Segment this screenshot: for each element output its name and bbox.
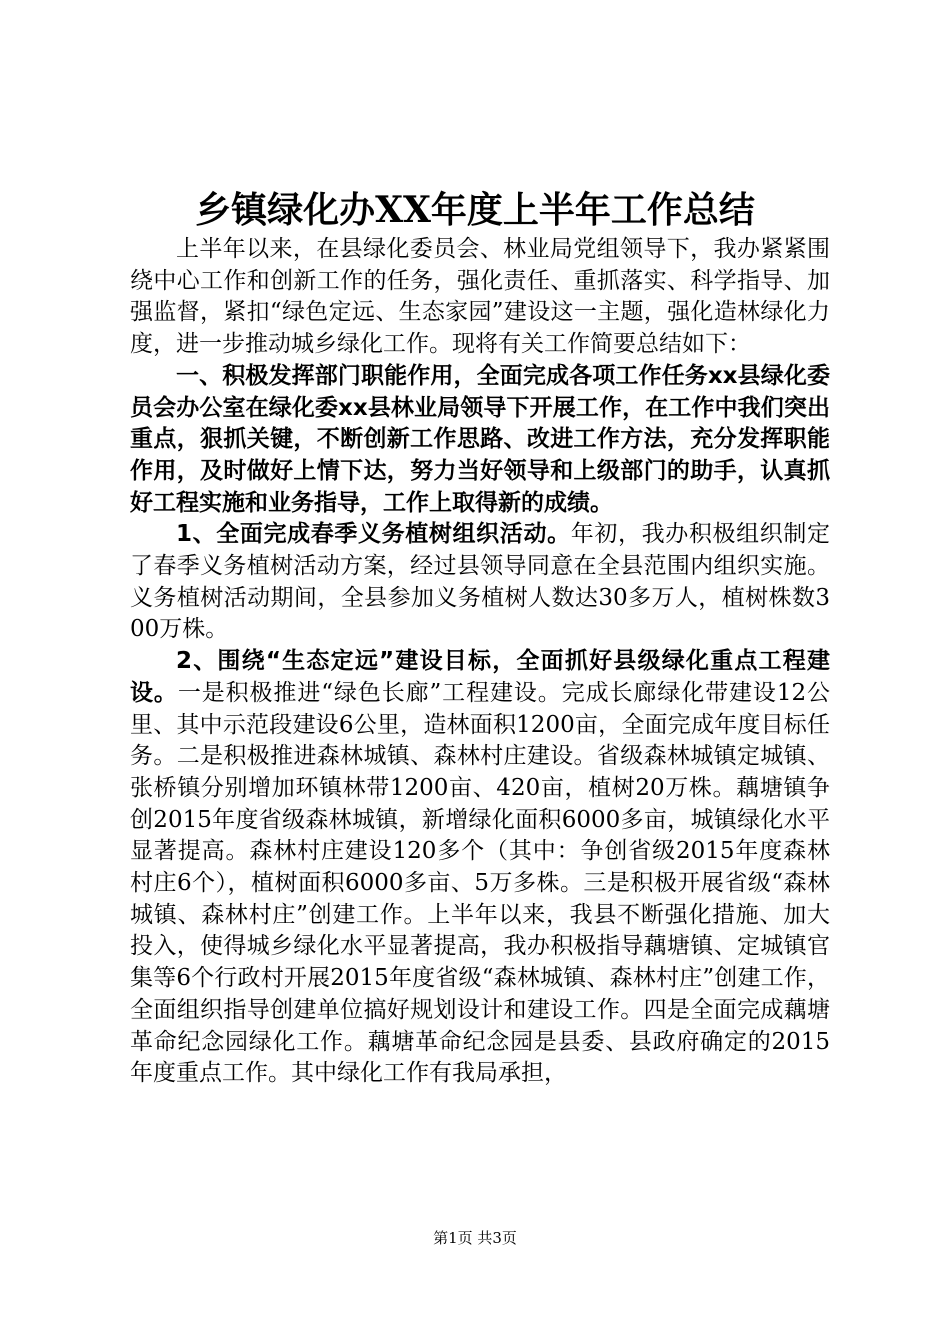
paragraph-intro xyxy=(130,234,830,361)
document-title: 乡镇绿化办XX年度上半年工作总结 xyxy=(195,189,755,231)
paragraph-text: 上半年以来，在县绿化委员会、林业局党组领导下，我办紧紧围绕中心工作和创新工作的任务，强化责任、重抓落实、科学指导、加强监督，紧扣“绿色定远、生态家园”建设这一主题，强化造林绿化力度，进一步推动城乡绿化工作。现将有关工作简要总结如下： xyxy=(130,236,830,358)
paragraph-text: 一是积极推进“绿色长廊”工程建设。完成长廊绿化带建设12公里、其中示范段建设6公里，造林面积1200亩，全面完成年度目标任务。二是积极推进森林城镇、森林村庄建设。省级森林城镇定城镇、张桥镇分别增加环镇林带1200亩、420亩，植树20万株。藕塘镇争创2015年度省级森林城镇，新增绿化面积6000多亩，城镇绿化水平显著提高。森林村庄建设120多个（其中：争创省级2015年度森林村庄6个），植树面积6000多亩、5万多株。三是积极开展省级“森林城镇、森林村庄”创建工作。上半年以来，我县不断强化措施、加大投入，使得城乡绿化水平显著提高，我办积极指导藕塘镇、定城镇官集等6个行政村开展2015年度省级“森林城镇、森林村庄”创建工作，全面组织指导创建单位搞好规划设计和建设工作。四是全面完成藕塘革命纪念园绿化工作。藕塘革命纪念园是县委、县政府确定的2015年度重点工作。其中绿化工作有我局承担， xyxy=(130,679,830,1087)
document-body xyxy=(130,234,830,1090)
paragraph-item-two xyxy=(130,646,830,1090)
paragraph-heading: 1、全面完成春季义务植树组织活动。 xyxy=(176,521,571,548)
paragraph-section-one xyxy=(130,361,830,520)
paragraph-item-one xyxy=(130,519,830,646)
paragraph-heading: 一、积极发挥部门职能作用，全面完成各项工作任务xx县绿化委员会办公室在绿化委xx县林业局领导下开展工作，在工作中我们突出重点，狠抓关键，不断创新工作思路、改进工作方法，充分发挥职能作用，及时做好上情下达，努力当好领导和上级部门的助手，认真抓好工程实施和业务指导，工作上取得新的成绩。 xyxy=(130,362,830,516)
page-number-footer: 第1页 共3页 xyxy=(433,1229,517,1247)
paragraph-heading: 2、围绕“生态定远”建设目标，全面抓好县级绿化重点工程建设。 xyxy=(130,648,830,706)
paragraph-text: 年初，我办积极组织制定了春季义务植树活动方案，经过县领导同意在全县范围内组织实施。义务植树活动期间，全县参加义务植树人数达30多万人，植树株数300万株。 xyxy=(130,521,830,643)
